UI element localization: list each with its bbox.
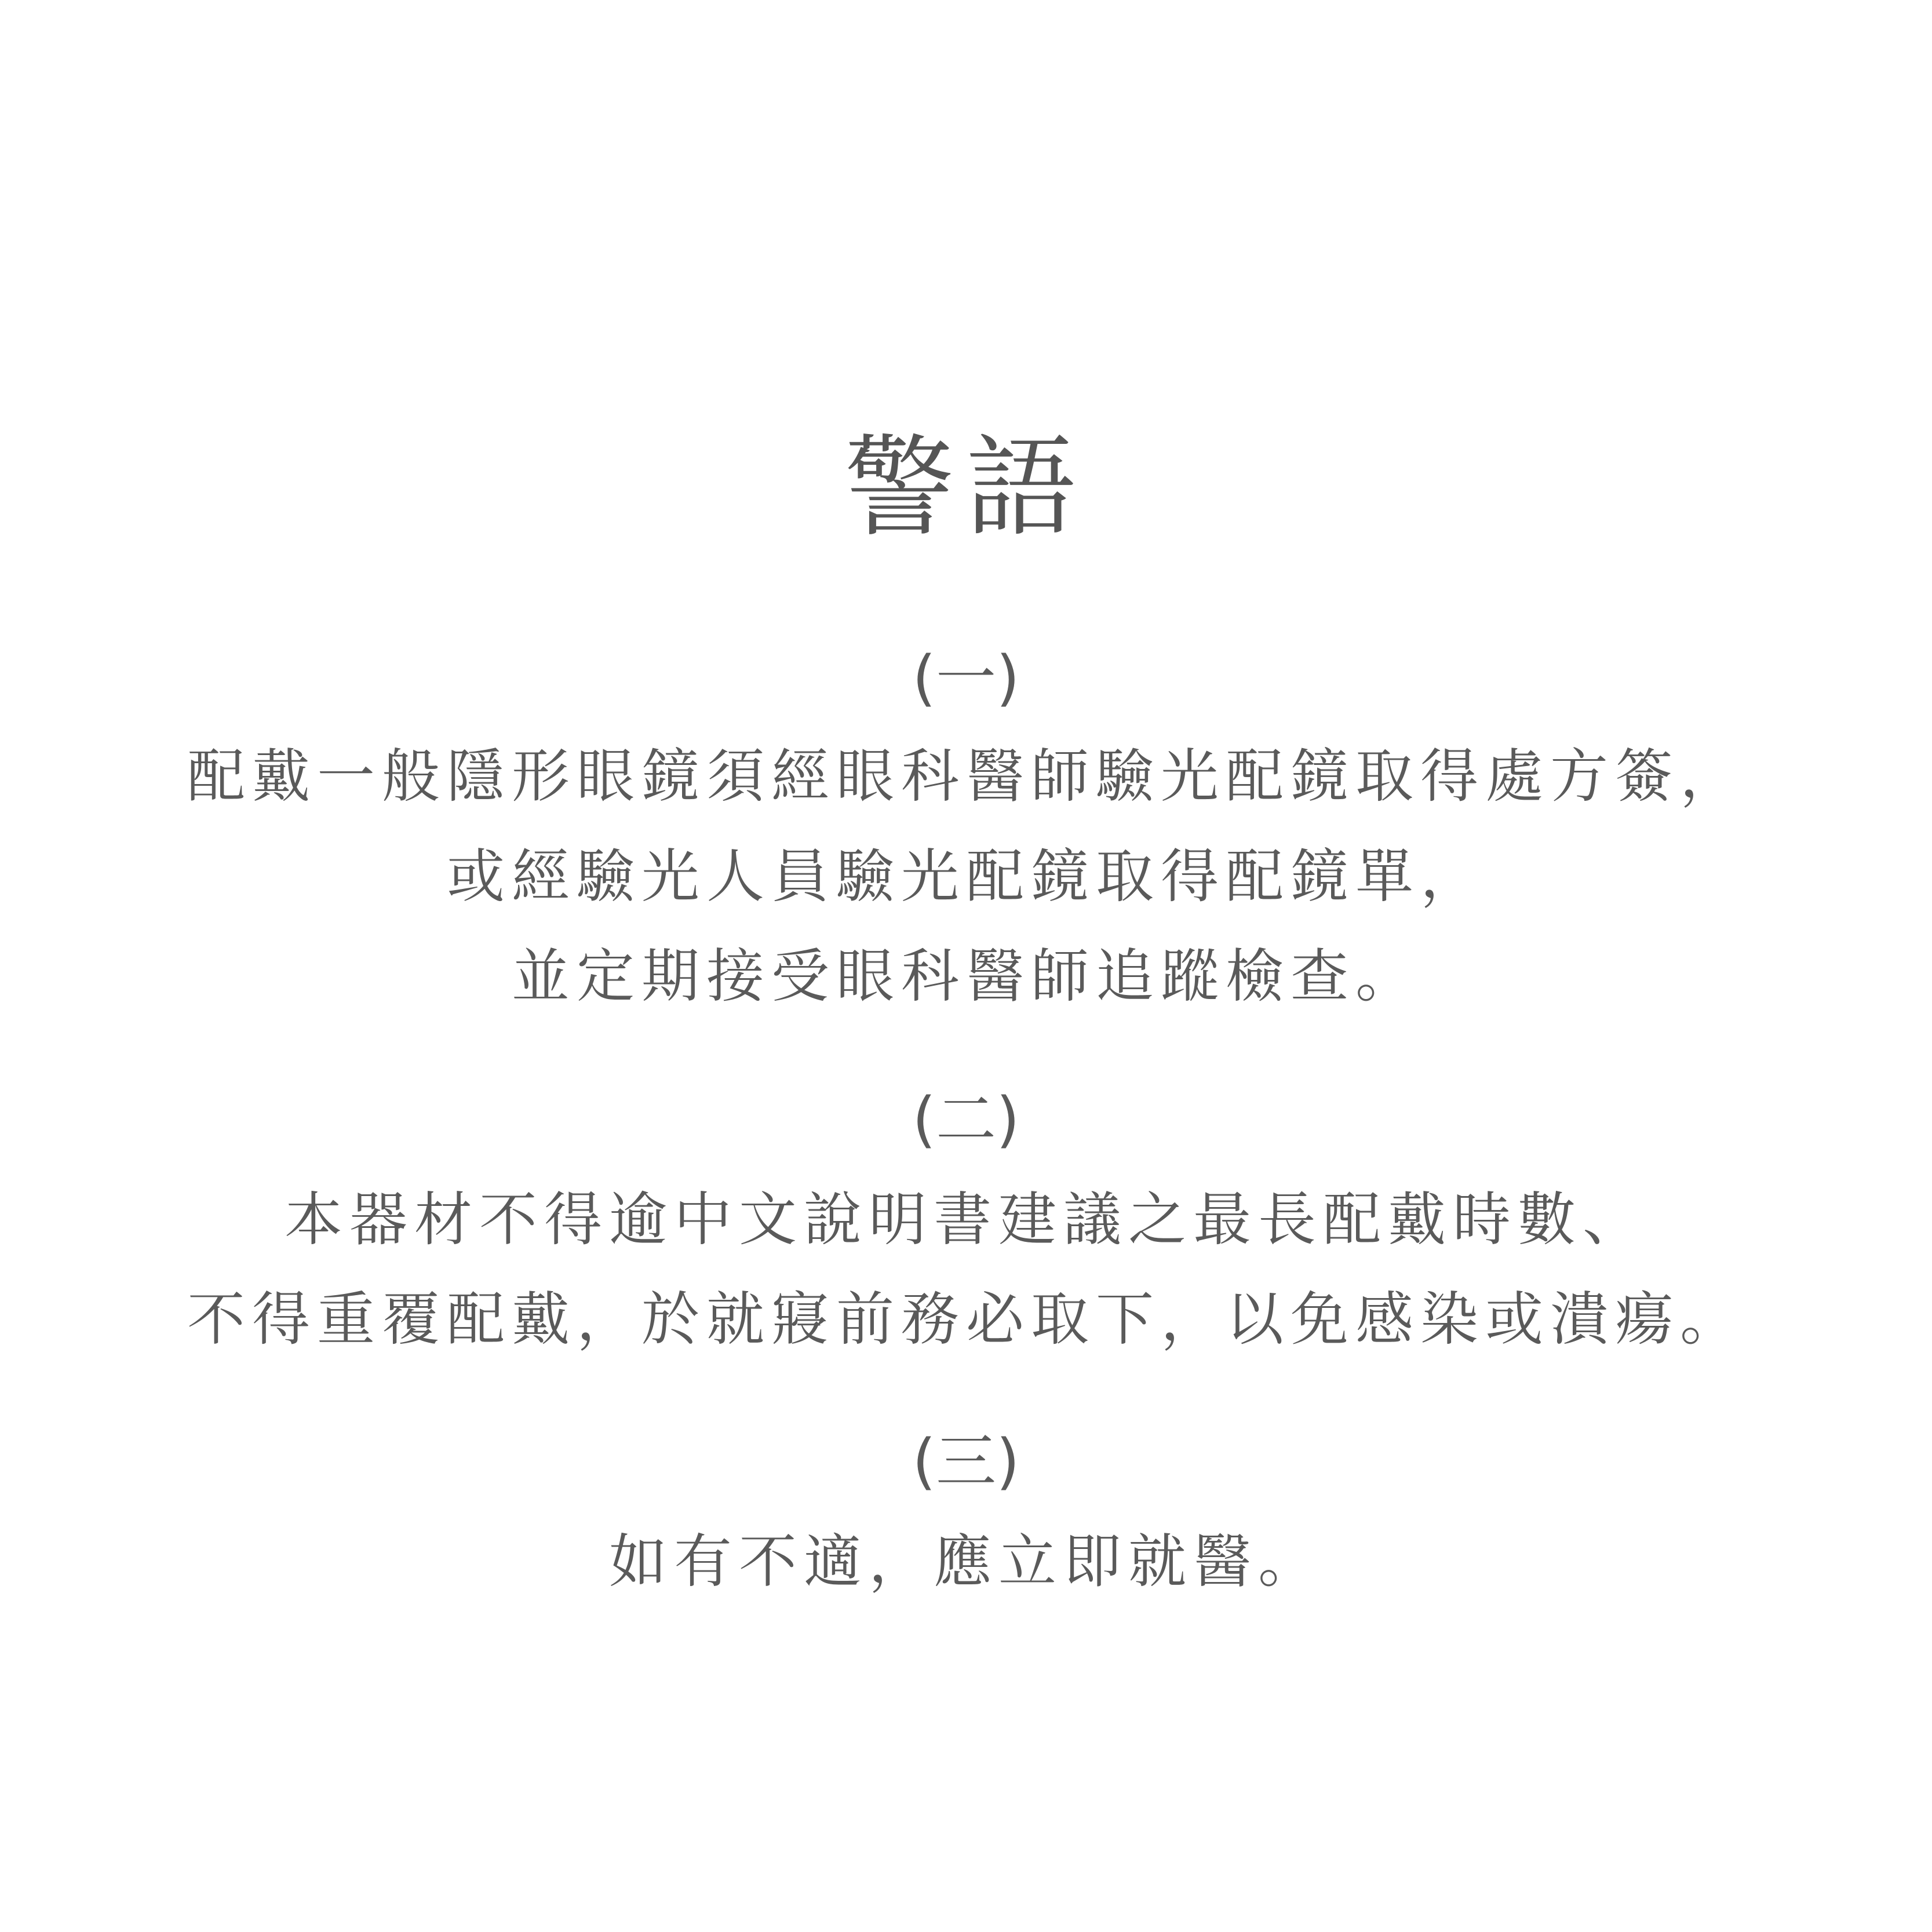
section-1-heading: (一) (912, 643, 1020, 713)
section-1-line-2: 或經驗光人員驗光配鏡取得配鏡單， (447, 843, 1485, 910)
section-2-heading: (二) (912, 1084, 1020, 1155)
section-2-line-1: 本器材不得逾中文說明書建議之最長配戴時數、 (285, 1186, 1647, 1253)
section-1-line-3: 並定期接受眼科醫師追蹤檢查。 (512, 942, 1420, 1010)
section-3-heading: (三) (912, 1426, 1020, 1497)
section-2-line-2: 不得重覆配戴，於就寢前務必取下，以免感染或潰瘍。 (187, 1285, 1745, 1353)
section-1-line-1: 配戴一般隱形眼鏡須經眼科醫師驗光配鏡取得處方簽， (187, 742, 1745, 810)
section-3-line-1: 如有不適，應立即就醫。 (609, 1528, 1323, 1595)
page-title: 警語 (844, 424, 1088, 552)
